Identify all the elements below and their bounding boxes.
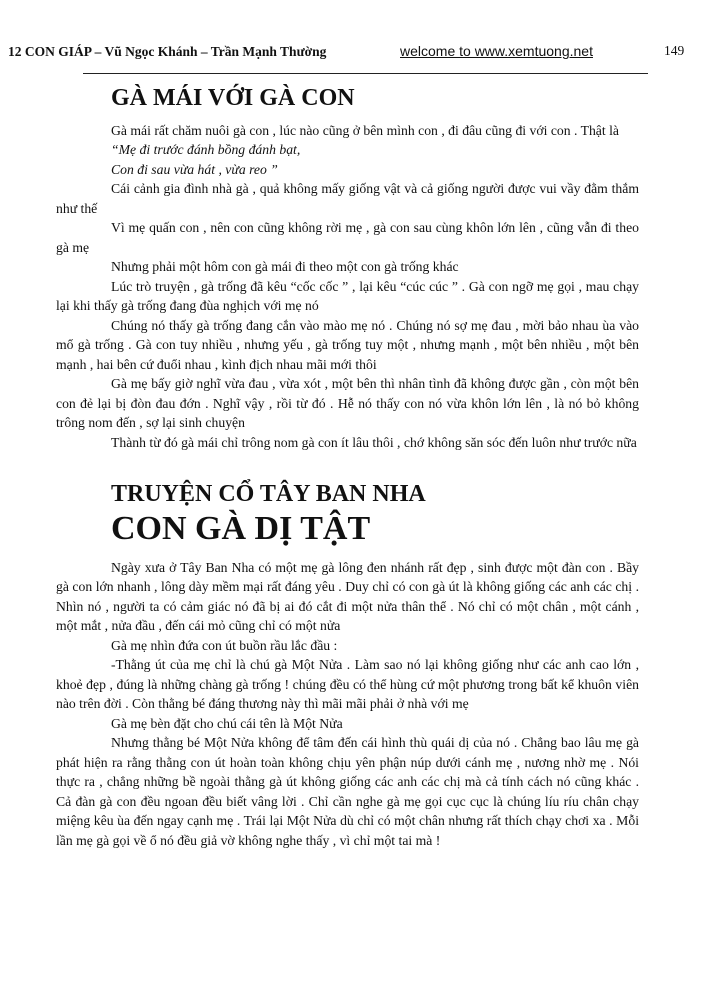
story2-paragraph: Gà mẹ bèn đặt cho chú cái tên là Một Nửa bbox=[111, 715, 343, 731]
header-divider bbox=[83, 73, 648, 74]
page-content bbox=[56, 84, 639, 850]
story2-paragraph: Ngày xưa ở Tây Ban Nha có một mẹ gà lông đen nhánh rất đẹp , sinh được một đàn con . Bầy gà con lớn nhanh , lông dày mềm mại rất đáng yêu . Duy chỉ có con gà út là không giống các anh các chị . Nhìn nó , người ta có cảm giác nó đã bị ai đó cắt đi một nửa thân thể . Nó chỉ có một chân , một cánh , một mắt , nửa đầu , đến cái mỏ cũng chỉ có một nửa bbox=[56, 559, 639, 634]
story1-title: GÀ MÁI VỚI GÀ CON bbox=[111, 85, 355, 111]
book-title: 12 CON GIÁP – Vũ Ngọc Khánh – Trần Mạnh Thường bbox=[8, 44, 327, 59]
story1-paragraph: Gà mẹ bấy giờ nghĩ vừa đau , vừa xót , một bên thì nhân tình đã không được gần , còn một bên con đẻ lại bị đòn đau đớn . Nghĩ vậy , rồi từ đó . Hễ nó thấy con nó vừa khôn lớn lên , là nó bỏ không trông nom đến , sợ lại sinh chuyện bbox=[56, 376, 639, 431]
page-number: 149 bbox=[664, 43, 685, 58]
story1-paragraph: Lúc trò truyện , gà trống đã kêu “cốc cốc ” , lại kêu “cúc cúc ” . Gà con ngỡ mẹ gọi , mau chạy lại khi thấy gà trống đang đùa nghịch với mẹ nó bbox=[56, 278, 639, 314]
story1-paragraph: Thành từ đó gà mái chỉ trông nom gà con ít lâu thôi , chớ không săn sóc đến luôn như trước nữa bbox=[111, 434, 637, 450]
story1-verse-line: Con đi sau vừa hát , vừa reo ” bbox=[111, 161, 278, 177]
story1-paragraph: Nhưng phải một hôm con gà mái đi theo một con gà trống khác bbox=[111, 259, 459, 275]
story2-title: CON GÀ DỊ TẬT bbox=[111, 510, 371, 548]
story2-paragraph: -Thằng út của mẹ chỉ là chú gà Một Nửa . Làm sao nó lại không giống như các anh cao lớn , khoẻ đẹp , đúng là những chàng gà trống ! chúng đều có thể hùng cứ một phương trong bất kể khuôn viên nào trên đời . Còn thằng bé đáng thương này thì mãi mãi phải ở nhà với mẹ bbox=[56, 657, 639, 712]
story2-paragraph: Nhưng thằng bé Một Nửa không để tâm đến cái hình thù quái dị của nó . Chẳng bao lâu mẹ gà phát hiện ra rằng thằng con út hoàn toàn không chịu yên phận núp dưới cánh mẹ , nương nhờ mẹ . Nói thực ra , chẳng những bề ngoài thằng gà út không giống các anh các chị mà cả tính cách nó cũng khác . Cả đàn gà con đều ngoan đều biết vâng lời . Chỉ cần nghe gà mẹ gọi cục cục là chúng líu ríu chân chạy miệng kêu ùa đến ngay cạnh mẹ . Trái lại Một Nửa dù chỉ có một chân nhưng rất thích chạy chơi xa . Mỗi lần mẹ gà gọi về ổ nó đều giả vờ không nghe thấy , vì chỉ một tai mà ! bbox=[56, 735, 639, 848]
story1-paragraph: Chúng nó thấy gà trống đang cắn vào mào mẹ nó . Chúng nó sợ mẹ đau , mời bảo nhau ùa vào mổ gà trống . Gà con tuy nhiều , nhưng yếu , gà trống tuy một , nhưng mạnh , một bên nhiều , một bên mạnh , hai bên cứ đuổi nhau , kình địch nhau mãi mới thôi bbox=[56, 317, 639, 372]
story1-paragraph: Vì mẹ quấn con , nên con cũng không rời mẹ , gà con sau cùng khôn lớn lên , cũng vẫn đi theo gà mẹ bbox=[56, 220, 639, 255]
story1-verse-line: “Mẹ đi trước đánh bồng đánh bạt, bbox=[111, 142, 301, 158]
website-link[interactable]: welcome to www.xemtuong.net bbox=[400, 43, 593, 59]
story1-paragraph: Cái cảnh gia đình nhà gà , quả không mấy giống vật và cả giống người được vui vầy đằm thắm như thế bbox=[56, 181, 639, 216]
story1-paragraph: Gà mái rất chăm nuôi gà con , lúc nào cũng ở bên mình con , đi đâu cũng đi với con . Thật là bbox=[111, 122, 619, 138]
story2-paragraph: Gà mẹ nhìn đứa con út buồn rầu lắc đầu : bbox=[111, 637, 338, 653]
story2-kicker: TRUYỆN CỔ TÂY BAN NHA bbox=[111, 481, 426, 508]
page-header bbox=[0, 38, 702, 62]
